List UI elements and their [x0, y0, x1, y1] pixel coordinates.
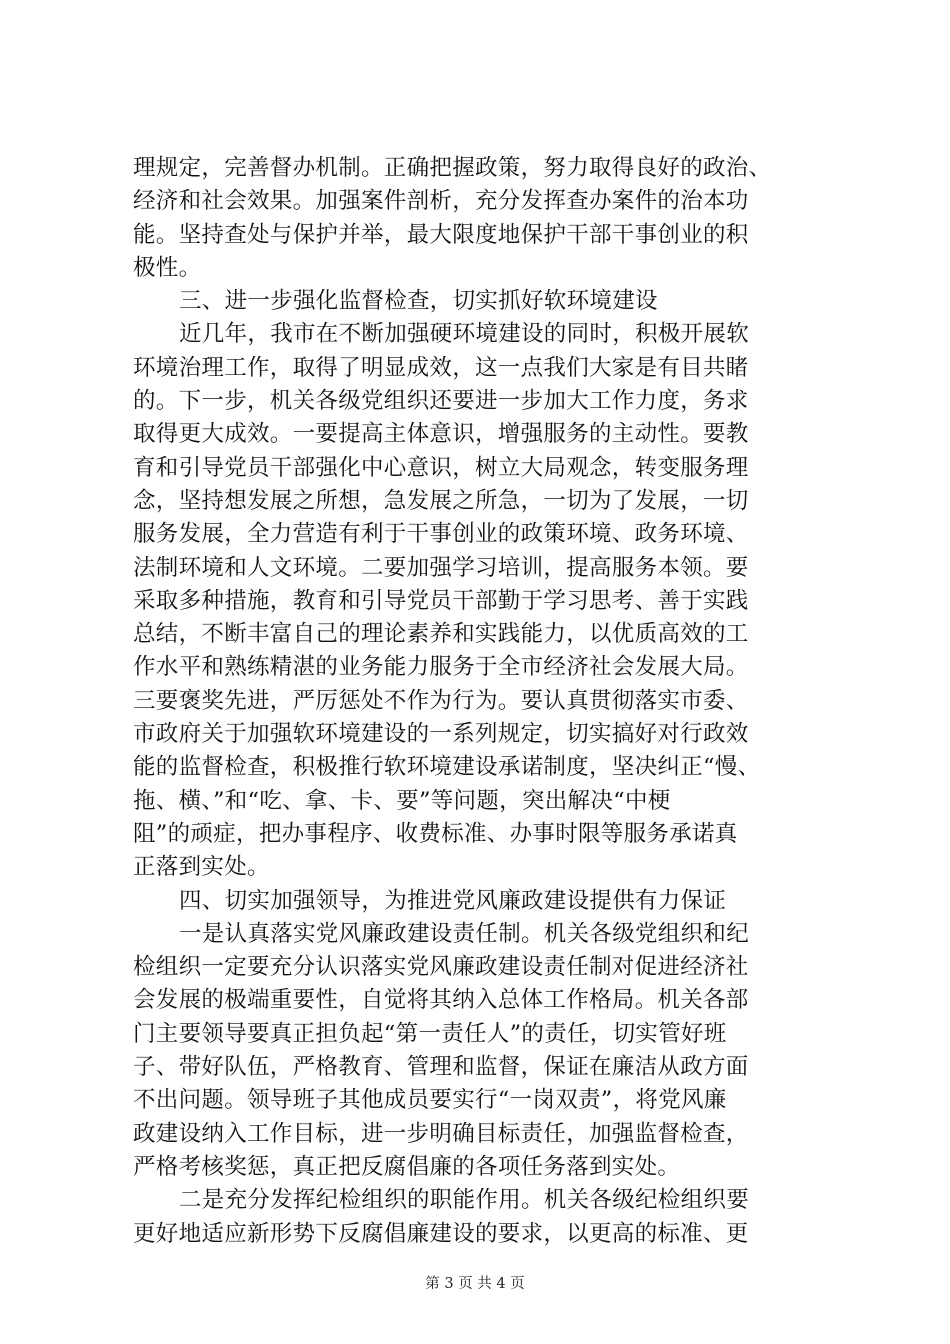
text-line: 子、带好队伍，严格教育、管理和监督，保证在廉洁从政方面 [133, 1054, 749, 1081]
paragraph-start-line: 近几年，我市在不断加强硬环境建设的同时，积极开展软 [179, 321, 750, 348]
text-line: 不出问题。领导班子其他成员要实行“一岗双责”，将党风廉 [133, 1087, 727, 1114]
text-line: 门主要领导要真正担负起“第一责任人”的责任，切实管好班 [133, 1020, 727, 1047]
text-line: 严格考核奖惩，真正把反腐倡廉的各项任务落到实处。 [133, 1153, 681, 1180]
document-body [133, 152, 825, 1251]
text-line: 经济和社会效果。加强案件剖析，充分发挥查办案件的治本功 [133, 188, 749, 215]
section-heading: 三、进一步强化监督检查，切实抓好软环境建设 [179, 288, 658, 315]
text-line: 正落到实处。 [133, 854, 270, 881]
text-line: 总结，不断丰富自己的理论素养和实践能力，以优质高效的工 [133, 621, 749, 648]
text-line: 的。下一步，机关各级党组织还要进一步加大工作力度，务求 [133, 388, 749, 415]
text-line: 取得更大成效。一要提高主体意识，增强服务的主动性。要教 [133, 421, 749, 448]
text-line: 采取多种措施，教育和引导党员干部勤于学习思考、善于实践 [133, 587, 749, 614]
text-line: 念，坚持想发展之所想，急发展之所急，一切为了发展，一切 [133, 487, 749, 514]
text-line: 理规定，完善督办机制。正确把握政策，努力取得良好的政治、 [133, 155, 772, 181]
text-line: 作水平和熟练精湛的业务能力服务于全市经济社会发展大局。 [133, 654, 749, 681]
text-line: 市政府关于加强软环境建设的一系列规定，切实搞好对行政效 [133, 721, 749, 748]
text-line: 阻”的顽症，把办事程序、收费标准、办事时限等服务承诺真 [133, 820, 738, 847]
text-line: 拖、横、”和“吃、拿、卡、要”等问题，突出解决“中梗 [133, 787, 671, 814]
text-line: 政建设纳入工作目标，进一步明确目标责任，加强监督检查， [133, 1120, 749, 1147]
text-line: 法制环境和人文环境。二要加强学习培训，提高服务本领。要 [133, 554, 749, 581]
text-line: 会发展的极端重要性，自觉将其纳入总体工作格局。机关各部 [133, 987, 749, 1014]
paragraph-start-line: 一是认真落实党风廉政建设责任制。机关各级党组织和纪 [179, 920, 750, 947]
section-heading: 四、切实加强领导，为推进党风廉政建设提供有力保证 [179, 887, 727, 914]
text-line: 更好地适应新形势下反腐倡廉建设的要求，以更高的标准、更 [133, 1220, 749, 1247]
text-line: 服务发展，全力营造有利于干事创业的政策环境、政务环境、 [133, 521, 749, 548]
text-line: 三要褒奖先进，严厉惩处不作为行为。要认真贯彻落实市委、 [133, 687, 749, 714]
text-line: 能。坚持查处与保护并举，最大限度地保护干部干事创业的积 [133, 221, 749, 248]
text-line: 育和引导党员干部强化中心意识，树立大局观念，转变服务理 [133, 454, 749, 481]
page-number-footer: 第 3 页 共 4 页 [425, 1276, 525, 1292]
text-line: 极性。 [133, 254, 202, 281]
text-line: 能的监督检查，积极推行软环境建设承诺制度，坚决纠正“慢、 [133, 754, 761, 781]
paragraph-start-line: 二是充分发挥纪检组织的职能作用。机关各级纪检组织要 [179, 1187, 750, 1214]
text-line: 检组织一定要充分认识落实党风廉政建设责任制对促进经济社 [133, 954, 749, 981]
text-line: 环境治理工作，取得了明显成效，这一点我们大家是有目共睹 [133, 354, 749, 381]
